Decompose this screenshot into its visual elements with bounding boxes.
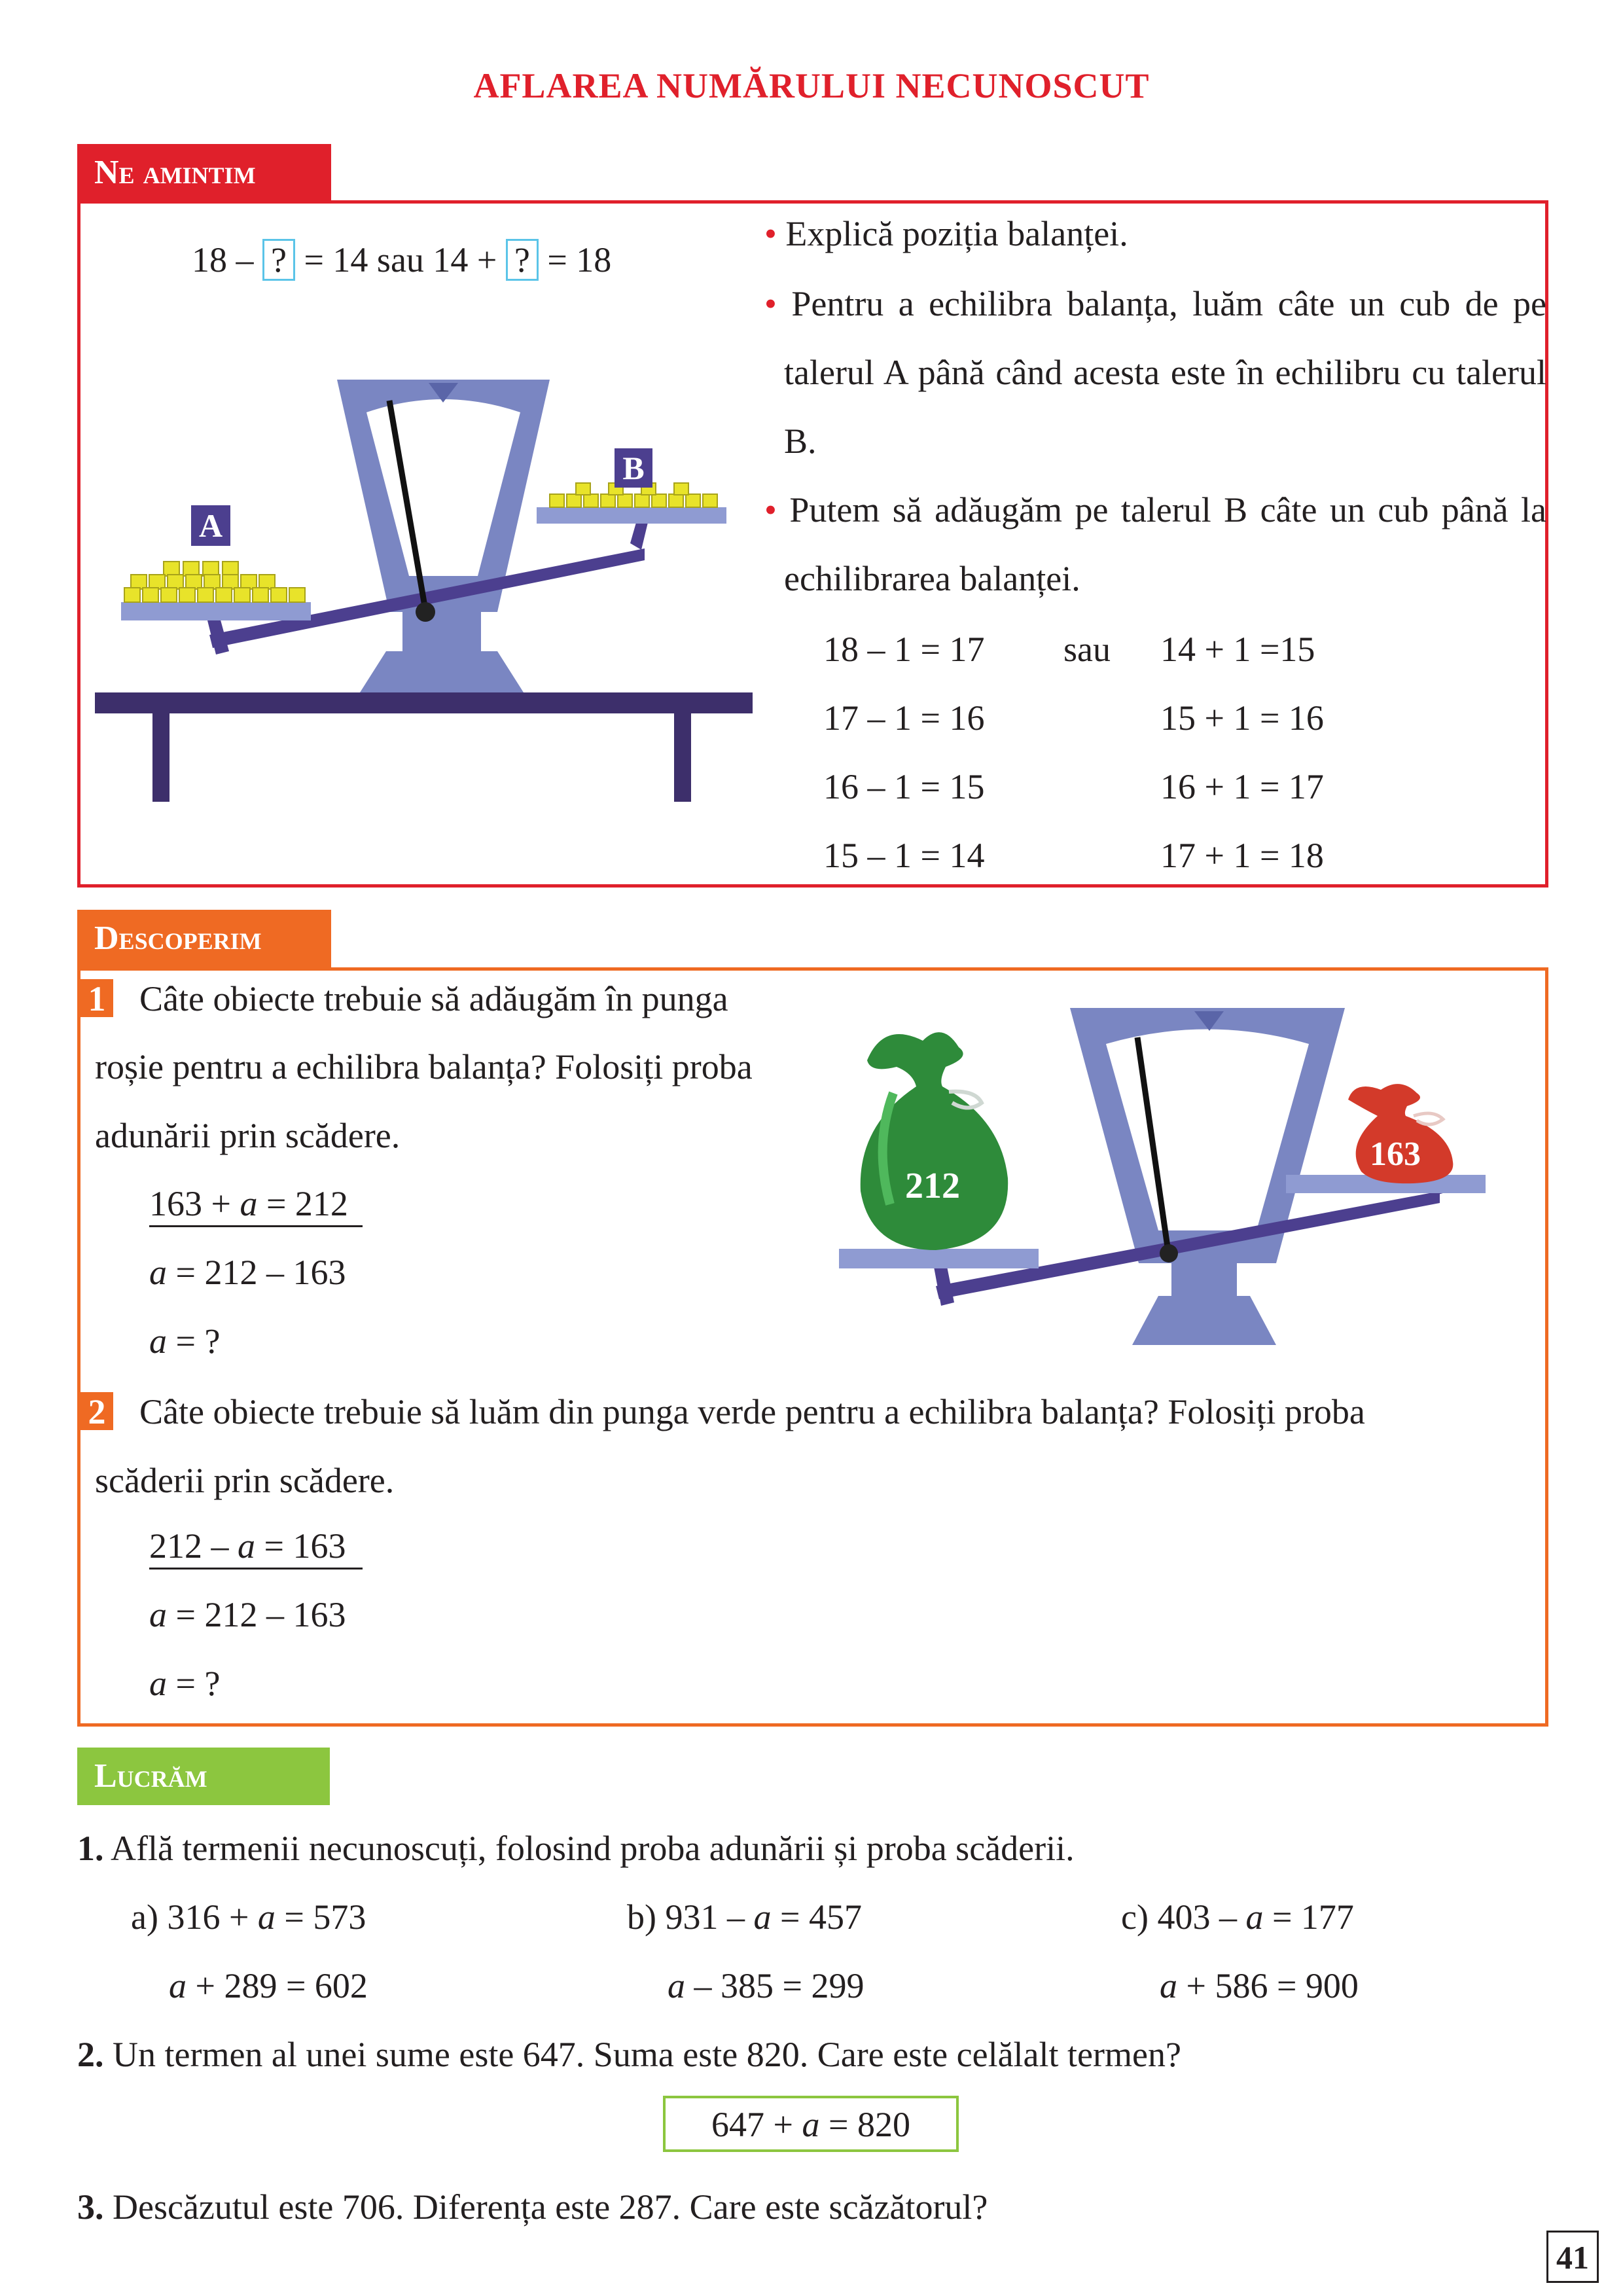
page-title: AFLAREA NUMĂRULUI NECUNOSCUT [473, 66, 1150, 105]
unknown-box-2: ? [506, 239, 539, 281]
exercise-1b-line-1: b) 931 – a = 457 [627, 1897, 862, 1937]
bullet-dot: • [764, 214, 786, 253]
exercise-1-line-3: adunării prin scădere. [95, 1116, 401, 1155]
exercise-1-line-2: roșie pentru a echilibra balanța? Folosiți proba [95, 1047, 753, 1086]
red-bag-value: 163 [1370, 1136, 1421, 1173]
bullet-2: • Pentru a echilibra balanța, luăm câte un cub de pe talerul A până când acesta este în echilibru cu talerul B. [764, 284, 1546, 461]
left-equation-2: 16 – 1 = 15 [823, 767, 985, 806]
exercise-1-eq-3: a = ? [149, 1321, 221, 1361]
bullet-dot: • [764, 490, 790, 529]
exercise-2-text: 2 Câte obiecte trebuie să luăm din punga verde pentru a echilibra balanța? Folosiți proba scăderii prin scădere. [80, 1378, 1527, 1515]
right-equation-0: 14 + 1 =15 [1160, 630, 1315, 669]
sau-word: sau [1063, 630, 1111, 669]
exercise-2-eq-1: 212 – a = 163 [149, 1528, 363, 1570]
left-equation-3: 15 – 1 = 14 [823, 836, 985, 875]
lucram-exercise-1: 1. Află termenii necunoscuți, folosind proba adunării și proba scăderii. [77, 1829, 1075, 1868]
exercise-1b-line-2: a – 385 = 299 [668, 1966, 865, 2005]
exercise-1c-line-1: c) 403 – a = 177 [1121, 1897, 1354, 1937]
right-equation-1: 15 + 1 = 16 [1160, 698, 1324, 738]
exercise-1c-line-2: a + 586 = 900 [1160, 1966, 1359, 2005]
lucram-exercise-2: 2. Un termen al unei sume este 647. Suma este 820. Care este celălalt termen? [77, 2035, 1181, 2074]
balance-bags-illustration [831, 982, 1499, 1361]
intro-equation: 18 – ? = 14 sau 14 + ? = 18 [192, 240, 612, 279]
right-equation-2: 16 + 1 = 17 [1160, 767, 1324, 806]
exercise-number-badge: 2 [80, 1392, 113, 1430]
bullet-3: • Putem să adăugăm pe talerul B câte un cub până la echilibrarea balanței. [764, 490, 1547, 598]
left-equation-0: 18 – 1 = 17 [823, 630, 985, 669]
balance-scale-illustration [92, 353, 759, 805]
right-equation-3: 17 + 1 = 18 [1160, 836, 1324, 875]
left-equation-1: 17 – 1 = 16 [823, 698, 985, 738]
pan-label-b: B [622, 450, 645, 486]
lucram-exercise-3: 3. Descăzutul este 706. Diferența este 287. Care este scăzătorul? [77, 2187, 988, 2227]
section-tab-ne-amintim: Ne amintim [77, 144, 331, 202]
exercise-1-eq-2: a = 212 – 163 [149, 1253, 346, 1292]
exercise-1a-line-1: a) 316 + a = 573 [131, 1897, 366, 1937]
exercise-1-eq-1: 163 + a = 212 [149, 1186, 363, 1227]
pan-label-a: A [198, 507, 223, 544]
exercise-number-badge: 1 [80, 979, 113, 1017]
page-number: 41 [1546, 2231, 1599, 2283]
exercise-2-eq-3: a = ? [149, 1664, 221, 1703]
bullet-1: • Explică poziția balanței. [764, 214, 1128, 253]
unknown-box-1: ? [262, 239, 295, 281]
table-leg-right [674, 713, 691, 802]
exercise-1a-line-2: a + 289 = 602 [169, 1966, 368, 2005]
green-bag-value: 212 [905, 1166, 960, 1206]
table-leg-left [152, 713, 169, 802]
exercise-2-equation-box: 647 + a = 820 [663, 2096, 959, 2152]
bullet-dot: • [764, 284, 792, 323]
exercise-1-line-1: 1 Câte obiecte trebuie să adăugăm în punga [80, 979, 728, 1017]
table-top [95, 692, 753, 713]
section-tab-lucram: Lucrăm [77, 1748, 330, 1805]
section-tab-descoperim: Descoperim [77, 910, 331, 967]
exercise-2-eq-2: a = 212 – 163 [149, 1595, 346, 1634]
